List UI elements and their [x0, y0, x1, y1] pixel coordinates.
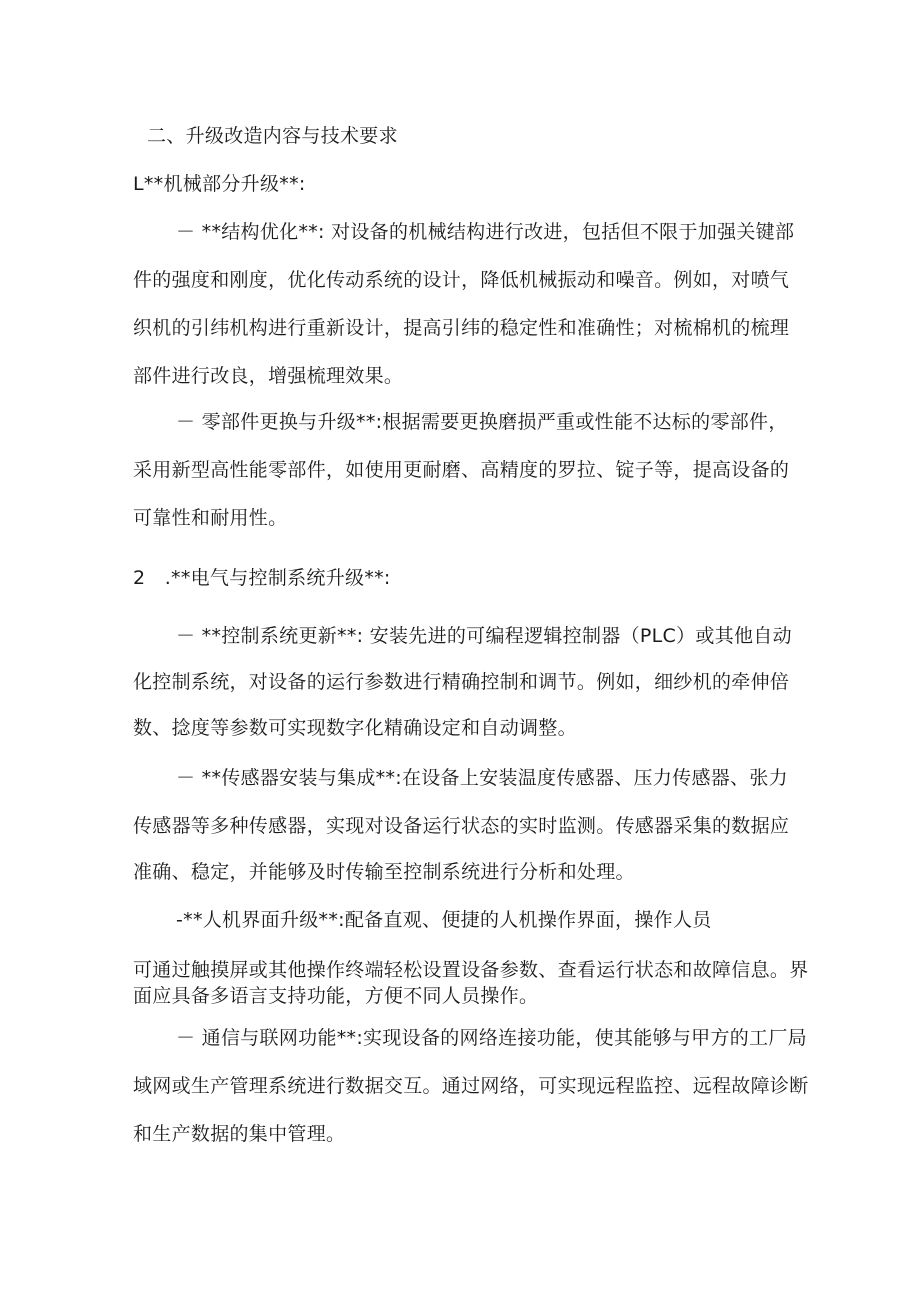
item1-p1-line4: 部件进行改良，增强梳理效果。	[133, 365, 404, 387]
item2-p1-line1: － **控制系统更新**: 安装先进的可编程逻辑控制器（PLC）或其他自动	[176, 625, 792, 647]
item1-p1-line1: － **结构优化**: 对设备的机械结构进行改进，包括但不限于加强关键部	[176, 221, 795, 243]
item2-heading: 2 .**电气与控制系统升级**:	[133, 567, 391, 589]
item1-p2-line1: － 零部件更换与升级**:根据需要更换磨损严重或性能不达标的零部件，	[176, 411, 788, 433]
item2-p2-line2: 传感器等多种传感器，实现对设备运行状态的实时监测。传感器采集的数据应	[133, 815, 790, 837]
item2-p2-line1: － **传感器安装与集成**:在设备上安装温度传感器、压力传感器、张力	[176, 767, 788, 789]
item2-p3-line1: -**人机界面升级**:配备直观、便捷的人机操作界面，操作人员	[176, 909, 712, 931]
item1-p2-line2: 采用新型高性能零部件，如使用更耐磨、高精度的罗拉、锭子等，提高设备的	[133, 459, 790, 481]
item2-p4-line3: 和生产数据的集中管理。	[133, 1123, 346, 1145]
item2-p4-line1: － 通信与联网功能**:实现设备的网络连接功能，使其能够与甲方的工厂局	[176, 1027, 807, 1049]
item1-p1-line2: 件的强度和刚度，优化传动系统的设计，降低机械振动和噪音。例如，对喷气	[133, 269, 790, 291]
item1-heading: L**机械部分升级**:	[133, 173, 306, 195]
section-heading: 二、升级改造内容与技术要求	[147, 125, 398, 147]
item2-p3-line2: 可通过触摸屏或其他操作终端轻松设置设备参数、查看运行状态和故障信息。界	[133, 959, 809, 981]
item2-p2-line3: 准确、稳定，并能够及时传输至控制系统进行分析和处理。	[133, 861, 635, 883]
item1-p1-line3: 织机的引纬机构进行重新设计，提高引纬的稳定性和准确性；对梳棉机的梳理	[133, 317, 790, 339]
item1-p2-line3: 可靠性和耐用性。	[133, 507, 288, 529]
item2-p1-line2: 化控制系统，对设备的运行参数进行精确控制和调节。例如，细纱机的牵伸倍	[133, 671, 790, 693]
item2-p4-line2: 域网或生产管理系统进行数据交互。通过网络，可实现远程监控、远程故障诊断	[133, 1075, 809, 1097]
item2-p3-line3: 面应具备多语言支持功能，方便不同人员操作。	[133, 985, 539, 1007]
item2-p1-line3: 数、捻度等参数可实现数字化精确设定和自动调整。	[133, 717, 577, 739]
